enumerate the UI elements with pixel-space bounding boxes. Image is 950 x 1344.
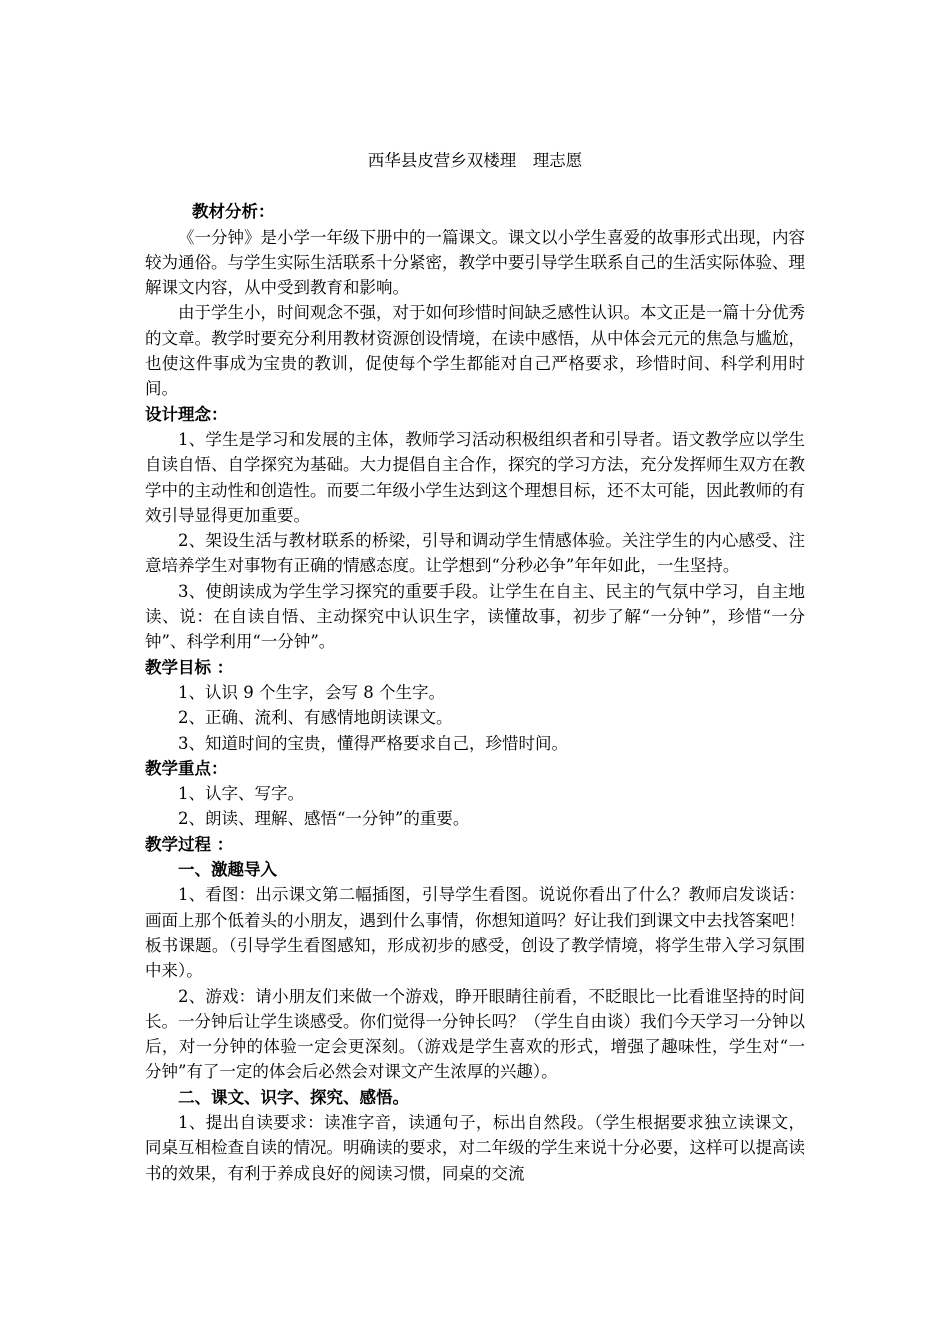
paragraph: 由于学生小，时间观念不强，对于如何珍惜时间缺乏感性认识。本文正是一篇十分优秀的文章。教学时要充分利用教材资源创设情境，在读中感悟，从中体会元元的焦急与尴尬，也使这件事成为宝贵的教训，促使每个学生都能对自己严格要求，珍惜时间、科学利用时间。 — [145, 303, 805, 399]
paragraph: 1、看图：出示课文第二幅插图，引导学生看图。说说你看出了什么？教师启发谈话：画面上那个低着头的小朋友，遇到什么事情，你想知道吗？好让我们到课文中去找答案吧！板书课题。（引导学生看图感知，形成初步的感受，创设了教学情境，将学生带入学习氛围中来）。 — [145, 885, 805, 981]
paragraph: 1、提出自读要求：读准字音，读通句子，标出自然段。（学生根据要求独立读课文，同桌互相检查自读的情况。明确读的要求，对二年级的学生来说十分必要，这样可以提高读书的效果，有利于养成良好的阅读习惯，同桌的交流 — [145, 1112, 805, 1183]
section-heading-teaching-goals: 教学目标 ： — [145, 657, 234, 677]
paragraph: 1、学生是学习和发展的主体，教师学习活动积极组织者和引导者。语文教学应以学生自读自悟、自学探究为基础。大力提倡自主合作，探究的学习方法，充分发挥师生双方在教学中的主动性和创造性。而要二年级小学生达到这个理想目标，还不太可能，因此教师的有效引导显得更加重要。 — [145, 429, 805, 525]
subsection-title-intro: 一、激趣导入 — [178, 860, 277, 880]
author-line: 西华县皮营乡双楼理 理志愿 — [367, 151, 583, 170]
section-heading-key-points: 教学重点： — [145, 758, 228, 778]
document-page — [145, 148, 805, 1186]
section-heading-design-concept: 设计理念： — [145, 404, 228, 424]
paragraph: 3、使朗读成为学生学习探究的重要手段。让学生在自主、民主的气氛中学习，自主地读、说：在自读自悟、主动探究中认识生字，读懂故事，初步了解“一分钟”，珍惜“一分钟”、科学利用“一分钟”。 — [145, 581, 805, 652]
paragraph: 2、游戏：请小朋友们来做一个游戏，睁开眼睛往前看，不眨眼比一比看谁坚持的时间长。一分钟后让学生谈感受。你们觉得一分钟长吗？（学生自由谈）我们今天学习一分钟以后，对一分钟的体验一定会更深刻。（游戏是学生喜欢的形式，增强了趣味性，学生对“一分钟”有了一定的体会后必然会对课文产生浓厚的兴趣）。 — [145, 986, 805, 1082]
list-item: 2、朗读、理解、感悟“一分钟”的重要。 — [178, 809, 470, 829]
paragraph: 2、架设生活与教材联系的桥梁，引导和调动学生情感体验。关注学生的内心感受、注意培养学生对事物有正确的情感态度。让学想到“分秒必争”年年如此，一生坚持。 — [145, 531, 805, 576]
list-item: 1、认识 9 个生字，会写 8 个生字。 — [178, 682, 445, 702]
subsection-title-text-study: 二、课文、识字、探究、感悟。 — [178, 1087, 409, 1107]
list-item: 2、正确、流利、有感情地朗读课文。 — [178, 708, 453, 728]
section-heading-teaching-process: 教学过程 ： — [145, 834, 234, 854]
section-heading-textbook-analysis: 教材分析： — [192, 202, 275, 222]
paragraph: 《一分钟》是小学一年级下册中的一篇课文。课文以小学生喜爱的故事形式出现，内容较为通俗。与学生实际生活联系十分紧密，教学中要引导学生联系自己的生活实际体验、理解课文内容，从中受到教育和影响。 — [145, 227, 805, 298]
list-item: 1、认字、写字。 — [178, 784, 304, 804]
list-item: 3、知道时间的宝贵，懂得严格要求自己，珍惜时间。 — [178, 733, 568, 753]
